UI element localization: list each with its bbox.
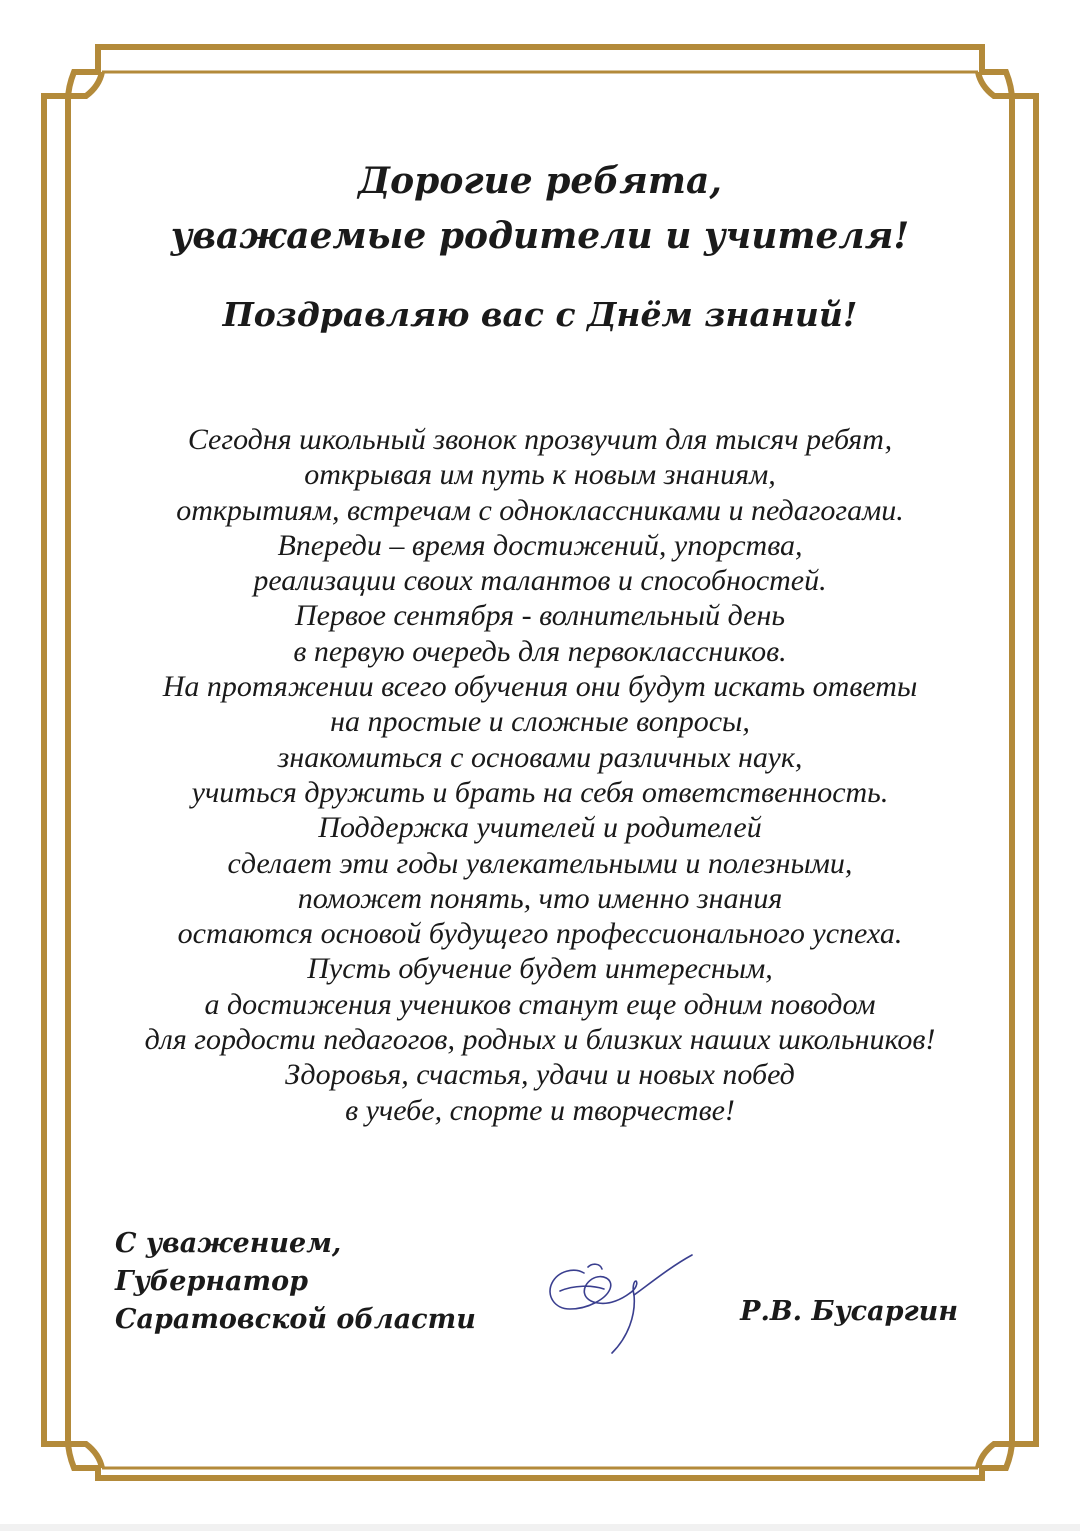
closing-title: Губернатор (115, 1266, 308, 1297)
body-line: сделает эти годы увлекательными и полезными, (227, 846, 853, 880)
handwritten-signature (540, 1245, 710, 1365)
body-line: открытиям, встречам с одноклассниками и педагогами. (176, 493, 904, 527)
body-line: Первое сентября - волнительный день (294, 599, 786, 633)
greeting-line-1: Дорогие ребята, (358, 160, 722, 202)
body-line: на простые и сложные вопросы, (330, 705, 750, 739)
body-line: в учебе, спорте и творчестве! (345, 1093, 735, 1127)
body-line: Впереди – время достижений, упорства, (277, 528, 803, 562)
signer-name: Р.В. Бусаргин (740, 1296, 958, 1327)
congratulation-heading: Поздравляю вас с Днём знаний! (222, 295, 858, 334)
closing-block (115, 1225, 476, 1339)
greeting-line-2: уважаемые родители и учителя! (170, 215, 910, 257)
body-line: Поддержка учителей и родителей (318, 811, 762, 845)
body-line: в первую очередь для первоклассников. (293, 634, 787, 668)
body-line: учиться дружить и брать на себя ответственность. (191, 775, 889, 809)
body-line: поможет понять, что именно знания (297, 881, 783, 915)
body-line: реализации своих талантов и способностей. (253, 564, 827, 598)
closing-regards: С уважением, (115, 1228, 342, 1259)
body-line: Сегодня школьный звонок прозвучит для тысяч ребят, (187, 423, 893, 456)
body-line: Здоровья, счастья, удачи и новых побед (285, 1058, 795, 1092)
body-line: а достижения учеников станут еще одним поводом (204, 987, 876, 1021)
letter-body (80, 422, 1000, 1128)
body-line: На протяжении всего обучения они будут искать ответы (162, 670, 918, 704)
body-line: для гордости педагогов, родных и близких наших школьников! (144, 1023, 936, 1057)
body-line: открывая им путь к новым знаниям, (304, 458, 776, 492)
body-line: знакомиться с основами различных наук, (277, 740, 803, 774)
bottom-edge-strip (0, 1524, 1080, 1531)
body-line: Пусть обучение будет интересным, (307, 952, 773, 986)
body-line: остаются основой будущего профессионального успеха. (177, 917, 903, 951)
closing-region: Саратовской области (115, 1304, 476, 1335)
